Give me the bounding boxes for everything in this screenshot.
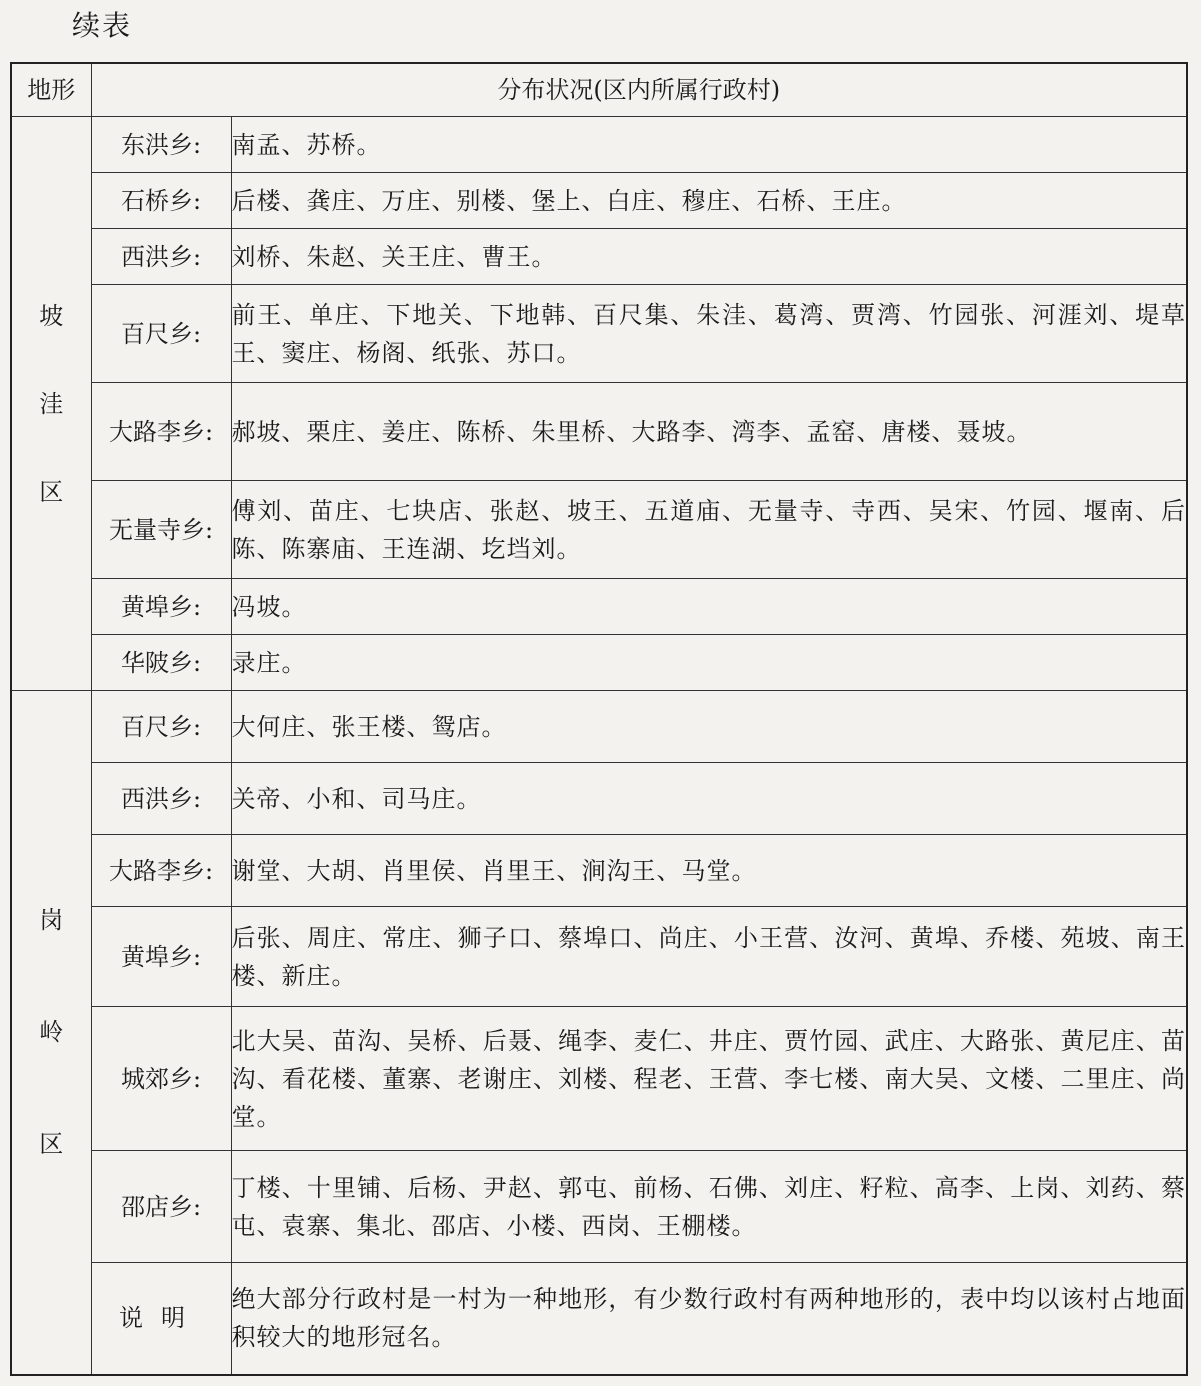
table-row [11,835,1187,907]
town-cell: 城郊乡: [91,1007,231,1151]
villages-cell: 北大吴、苗沟、吴桥、后聂、绳李、麦仁、井庄、贾竹园、武庄、大路张、黄尼庄、苗沟、看花楼、董寨、老谢庄、刘楼、程老、王营、李七楼、南大吴、文楼、二里庄、尚堂。 [231,1007,1187,1151]
town-cell: 黄埠乡: [91,907,231,1007]
note-text: 绝大部分行政村是一村为一种地形，有少数行政村有两种地形的，表中均以该村占地面积较大的地形冠名。 [231,1263,1187,1375]
villages-cell: 丁楼、十里铺、后杨、尹赵、郭屯、前杨、石佛、刘庄、籽粒、高李、上岗、刘药、蔡屯、袁寨、集北、邵店、小楼、西岗、王棚楼。 [231,1151,1187,1263]
town-cell: 百尺乡: [91,691,231,763]
table-row [11,907,1187,1007]
town-cell: 大路李乡: [91,835,231,907]
region-name: 岗岭区 [39,906,64,1159]
villages-cell: 刘桥、朱赵、关王庄、曹王。 [231,229,1187,285]
region-cell-powa [11,117,91,691]
table-row [11,635,1187,691]
villages-cell: 后楼、龚庄、万庄、别楼、堡上、白庄、穆庄、石桥、王庄。 [231,173,1187,229]
terrain-distribution-table [10,62,1188,1376]
table-header-row [11,63,1187,117]
villages-cell: 大何庄、张王楼、鸳店。 [231,691,1187,763]
town-cell: 西洪乡: [91,763,231,835]
terrain-header: 地形 [11,63,91,117]
table-row [11,1151,1187,1263]
town-cell: 东洪乡: [91,117,231,173]
table-row [11,285,1187,383]
villages-cell: 录庄。 [231,635,1187,691]
table-row [11,229,1187,285]
villages-cell: 后张、周庄、常庄、狮子口、蔡埠口、尚庄、小王营、汝河、黄埠、乔楼、苑坡、南王楼、新庄。 [231,907,1187,1007]
town-cell: 华陂乡: [91,635,231,691]
table-row [11,481,1187,579]
note-label: 说明 [91,1263,231,1375]
town-cell: 大路李乡: [91,383,231,481]
region-cell-gangling [11,691,91,1375]
table-row [11,1007,1187,1151]
table-row [11,691,1187,763]
table-row [11,173,1187,229]
town-cell: 石桥乡: [91,173,231,229]
table-row [11,763,1187,835]
table-row [11,117,1187,173]
villages-cell: 关帝、小和、司马庄。 [231,763,1187,835]
continued-label: 续表 [72,9,133,42]
table-row [11,1263,1187,1375]
villages-cell: 南孟、苏桥。 [231,117,1187,173]
villages-cell: 冯坡。 [231,579,1187,635]
town-cell: 西洪乡: [91,229,231,285]
town-cell: 无量寺乡: [91,481,231,579]
region-name: 坡洼区 [39,301,64,506]
town-cell: 邵店乡: [91,1151,231,1263]
town-cell: 百尺乡: [91,285,231,383]
villages-cell: 郝坡、栗庄、姜庄、陈桥、朱里桥、大路李、湾李、孟窑、唐楼、聂坡。 [231,383,1187,481]
villages-cell: 前王、单庄、下地关、下地韩、百尺集、朱洼、葛湾、贾湾、竹园张、河涯刘、堤草王、窦庄、杨阁、纸张、苏口。 [231,285,1187,383]
table-row [11,383,1187,481]
table-row [11,579,1187,635]
villages-cell: 谢堂、大胡、肖里侯、肖里王、涧沟王、马堂。 [231,835,1187,907]
town-cell: 黄埠乡: [91,579,231,635]
distribution-header: 分布状况(区内所属行政村) [91,63,1187,117]
villages-cell: 傅刘、苗庄、七块店、张赵、坡王、五道庙、无量寺、寺西、吴宋、竹园、堰南、后陈、陈寨庙、王连湖、圪垱刘。 [231,481,1187,579]
